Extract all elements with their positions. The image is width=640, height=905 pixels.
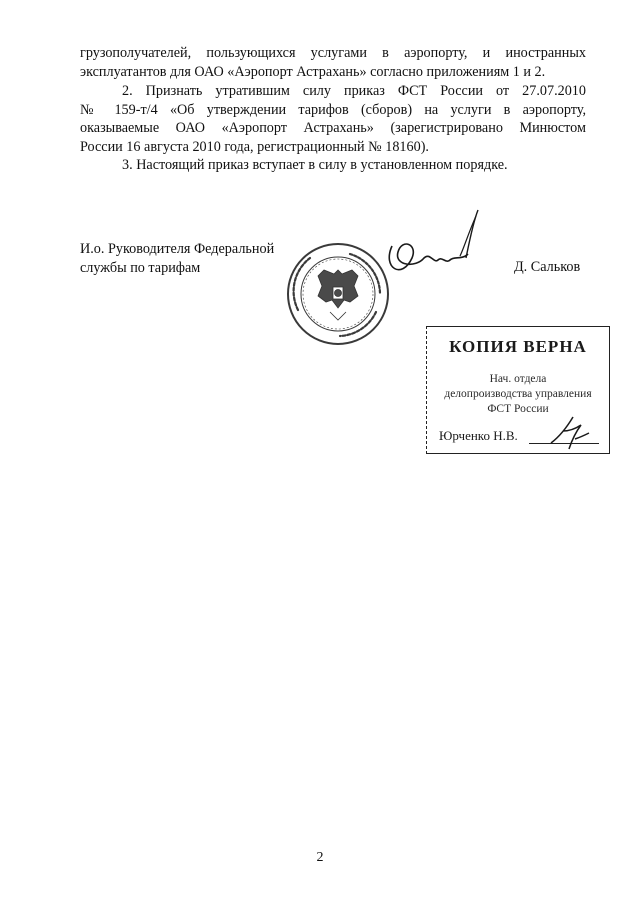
handwritten-signature — [372, 208, 482, 298]
paragraph-1-line-1: грузополучателей, пользующихся услугами в аэропорту, и иностранных — [80, 45, 586, 61]
paragraph-3 — [80, 156, 586, 175]
copy-certified-stamp — [426, 326, 610, 454]
stamp-signature — [545, 413, 595, 453]
paragraph-2-line-3: оказываемые ОАО «Аэропорт Астрахань» (зарегистрировано Минюстом — [80, 120, 586, 136]
signatory-position-line-1: И.о. Руководителя Федеральной — [80, 241, 275, 257]
page-number: 2 — [316, 850, 324, 865]
stamp-signer-name: Юрченко Н.В. — [439, 428, 518, 443]
paragraph-2-line-4: России 16 августа 2010 года, регистрационный № 18160). — [80, 138, 429, 155]
stamp-position-line-2: делопроизводства управления — [444, 388, 592, 400]
paragraph-1 — [80, 44, 586, 81]
paragraph-1-line-2: эксплуатантов для ОАО «Аэропорт Астрахань» согласно приложениям 1 и 2. — [80, 63, 546, 80]
stamp-position-line-3: ФСТ России — [487, 403, 549, 415]
signatory-position-line-2: службы по тарифам — [80, 260, 201, 276]
stamp-position-line-1: Нач. отдела — [489, 373, 547, 385]
paragraph-2-line-1: 2. Признать утратившим силу приказ ФСТ России от 27.07.2010 — [122, 83, 586, 99]
stamp-title: КОПИЯ ВЕРНА — [449, 337, 587, 356]
paragraph-2 — [80, 82, 586, 156]
signatory-name: Д. Сальков — [514, 259, 581, 275]
signatory-position — [80, 240, 274, 278]
paragraph-2-line-2: № 159-т/4 «Об утверждении тарифов (сборов) на услуги в аэропорту, — [80, 101, 586, 118]
paragraph-3-line-1: 3. Настоящий приказ вступает в силу в установленном порядке. — [122, 157, 508, 173]
